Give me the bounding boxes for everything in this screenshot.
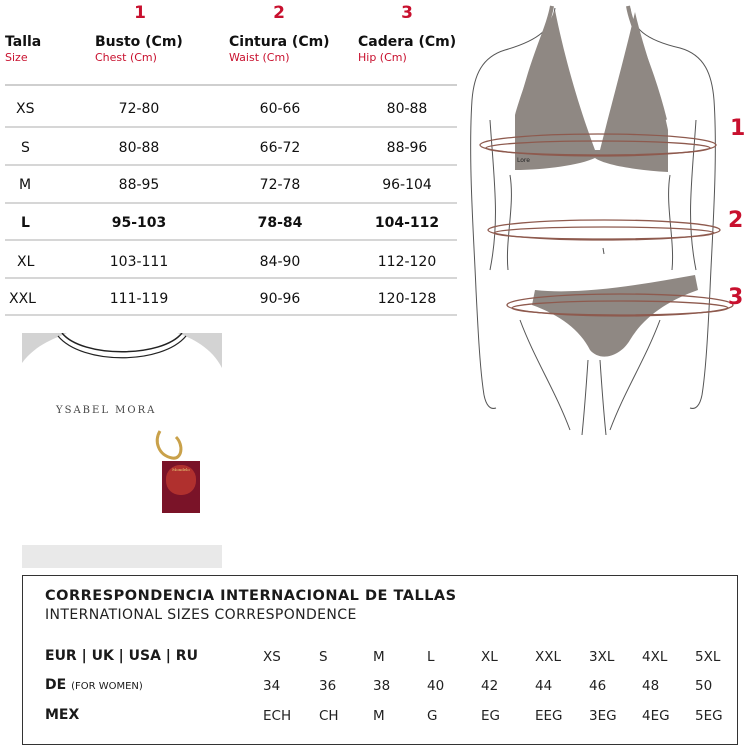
row-divider (5, 277, 457, 279)
row-divider (5, 164, 457, 166)
column-number-2: 2 (273, 3, 285, 23)
column-number-3: 3 (401, 3, 413, 23)
marker-hip: 3 (728, 285, 744, 310)
de-size-cell: 38 (373, 678, 391, 694)
row-divider (5, 239, 457, 241)
marker-waist: 2 (728, 208, 744, 233)
brand-name: YSABEL MORA (56, 405, 157, 416)
correspondence-title: CORRESPONDENCIA INTERNACIONAL DE TALLAS (45, 588, 457, 604)
row-label-eur: EUR | UK | USA | RU (45, 648, 198, 664)
waist-cell: 78-84 (257, 215, 303, 231)
chest-cell: 88-95 (118, 177, 160, 193)
hip-cell: 88-96 (386, 140, 428, 156)
mex-size-cell: EG (481, 708, 500, 724)
header-chest-sub: Chest (Cm) (95, 51, 157, 64)
mex-size-cell: 4EG (642, 708, 670, 724)
chest-cell: 80-88 (118, 140, 160, 156)
waist-cell: 66-72 (259, 140, 301, 156)
hang-tag (162, 461, 200, 513)
de-size-cell: 44 (535, 678, 553, 694)
size-cell: L (21, 215, 30, 231)
row-divider (5, 126, 457, 128)
eur-size-cell: XL (481, 649, 498, 665)
header-chest: Busto (Cm) (95, 34, 183, 50)
header-waist: Cintura (Cm) (229, 34, 330, 50)
tag-text: Mondelo (172, 467, 190, 472)
row-divider (5, 84, 457, 86)
size-table (0, 0, 458, 320)
chest-cell: 95-103 (111, 215, 167, 231)
header-hip-sub: Hip (Cm) (358, 51, 407, 64)
waist-cell: 72-78 (259, 177, 301, 193)
row-divider (5, 314, 457, 316)
size-cell: XL (17, 254, 35, 270)
mex-size-cell: 3EG (589, 708, 617, 724)
eur-size-cell: 5XL (695, 649, 721, 665)
de-size-cell: 46 (589, 678, 607, 694)
hip-cell: 104-112 (374, 215, 440, 231)
body-outline-illustration (460, 0, 750, 440)
de-size-cell: 40 (427, 678, 445, 694)
bikini-label: Lore (517, 157, 530, 164)
de-size-cell: 34 (263, 678, 281, 694)
hip-cell: 80-88 (386, 101, 428, 117)
body-measurement-figure (460, 0, 750, 440)
marker-chest: 1 (730, 116, 746, 141)
mex-size-cell: 5EG (695, 708, 723, 724)
size-cell: M (19, 177, 32, 193)
column-number-1: 1 (134, 3, 146, 23)
waist-cell: 60-66 (259, 101, 301, 117)
row-divider (5, 202, 457, 204)
eur-size-cell: XS (263, 649, 281, 665)
eur-size-cell: XXL (535, 649, 562, 665)
de-size-cell: 48 (642, 678, 660, 694)
row-label-de-note: (FOR WOMEN) (71, 681, 143, 692)
eur-size-cell: M (373, 649, 385, 665)
hip-cell: 120-128 (377, 291, 437, 307)
size-cell: XS (16, 101, 35, 117)
hip-cell: 96-104 (382, 177, 432, 193)
eur-size-cell: L (427, 649, 435, 665)
waist-cell: 90-96 (259, 291, 301, 307)
mex-size-cell: EEG (535, 708, 563, 724)
international-sizes-box (22, 575, 738, 745)
tshirt-image (22, 333, 222, 568)
waist-cell: 84-90 (259, 254, 301, 270)
row-label-mex: MEX (45, 707, 80, 723)
eur-size-cell: 4XL (642, 649, 668, 665)
size-cell: XXL (9, 291, 36, 307)
mex-size-cell: CH (319, 708, 339, 724)
chest-cell: 103-111 (109, 254, 169, 270)
row-label-de: DE (FOR WOMEN) (45, 677, 143, 693)
eur-size-cell: 3XL (589, 649, 615, 665)
de-size-cell: 42 (481, 678, 499, 694)
correspondence-subtitle: INTERNATIONAL SIZES CORRESPONDENCE (45, 607, 357, 623)
de-size-cell: 36 (319, 678, 337, 694)
size-cell: S (21, 140, 30, 156)
product-photo (22, 333, 222, 568)
header-size-sub: Size (5, 51, 28, 64)
mex-size-cell: G (427, 708, 438, 724)
eur-size-cell: S (319, 649, 328, 665)
mex-size-cell: M (373, 708, 385, 724)
chest-cell: 72-80 (118, 101, 160, 117)
de-size-cell: 50 (695, 678, 713, 694)
header-hip: Cadera (Cm) (358, 34, 457, 50)
hip-cell: 112-120 (377, 254, 437, 270)
header-waist-sub: Waist (Cm) (229, 51, 290, 64)
chest-cell: 111-119 (109, 291, 169, 307)
mex-size-cell: ECH (263, 708, 292, 724)
header-size: Talla (5, 34, 42, 50)
